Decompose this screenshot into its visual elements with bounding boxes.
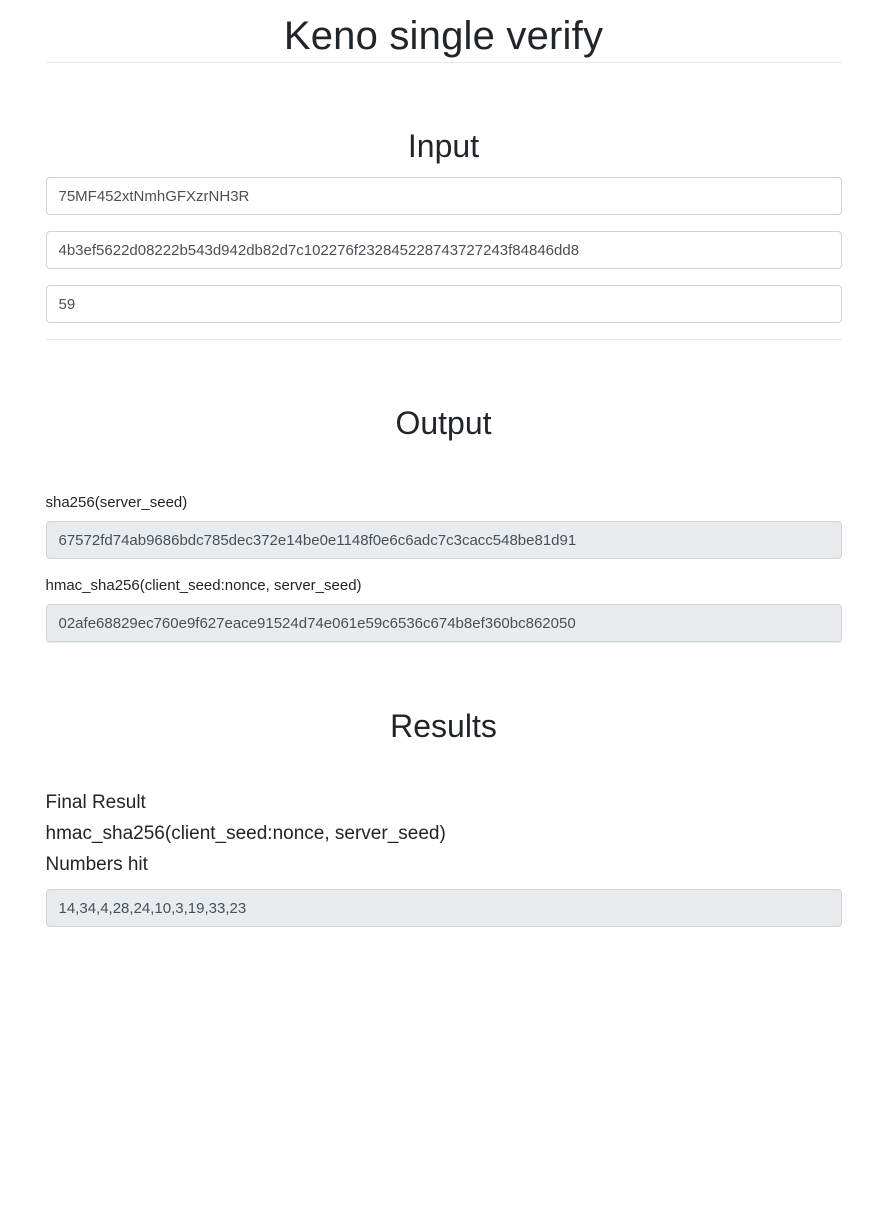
hmac-sha256-label: hmac_sha256(client_seed:nonce, server_seed): [45, 577, 362, 594]
input-section-heading: Input: [407, 128, 480, 164]
hmac-sha256-output[interactable]: [46, 604, 842, 642]
divider-middle: [46, 339, 842, 340]
numbers-hit-output[interactable]: [46, 889, 842, 927]
results-section-heading: Results: [390, 708, 497, 744]
sha256-server-seed-label: sha256(server_seed): [45, 494, 188, 511]
page-title: Keno single verify: [283, 14, 604, 58]
divider-top: [46, 62, 842, 63]
final-result-label: Final Result: [45, 792, 146, 813]
sha256-server-seed-output[interactable]: [46, 521, 842, 559]
nonce-input[interactable]: [46, 285, 842, 323]
output-section-heading: Output: [395, 405, 492, 441]
final-result-formula: hmac_sha256(client_seed:nonce, server_seed): [45, 823, 446, 844]
server-seed-input[interactable]: [46, 231, 842, 269]
numbers-hit-label: Numbers hit: [45, 854, 148, 875]
results-section: [46, 705, 842, 927]
divider-bottom: [46, 642, 842, 643]
page-container: [46, 10, 842, 927]
input-section: [46, 125, 842, 323]
numbers-hit-wrap: [46, 889, 842, 927]
client-seed-input[interactable]: [46, 177, 842, 215]
output-section: [46, 402, 842, 642]
